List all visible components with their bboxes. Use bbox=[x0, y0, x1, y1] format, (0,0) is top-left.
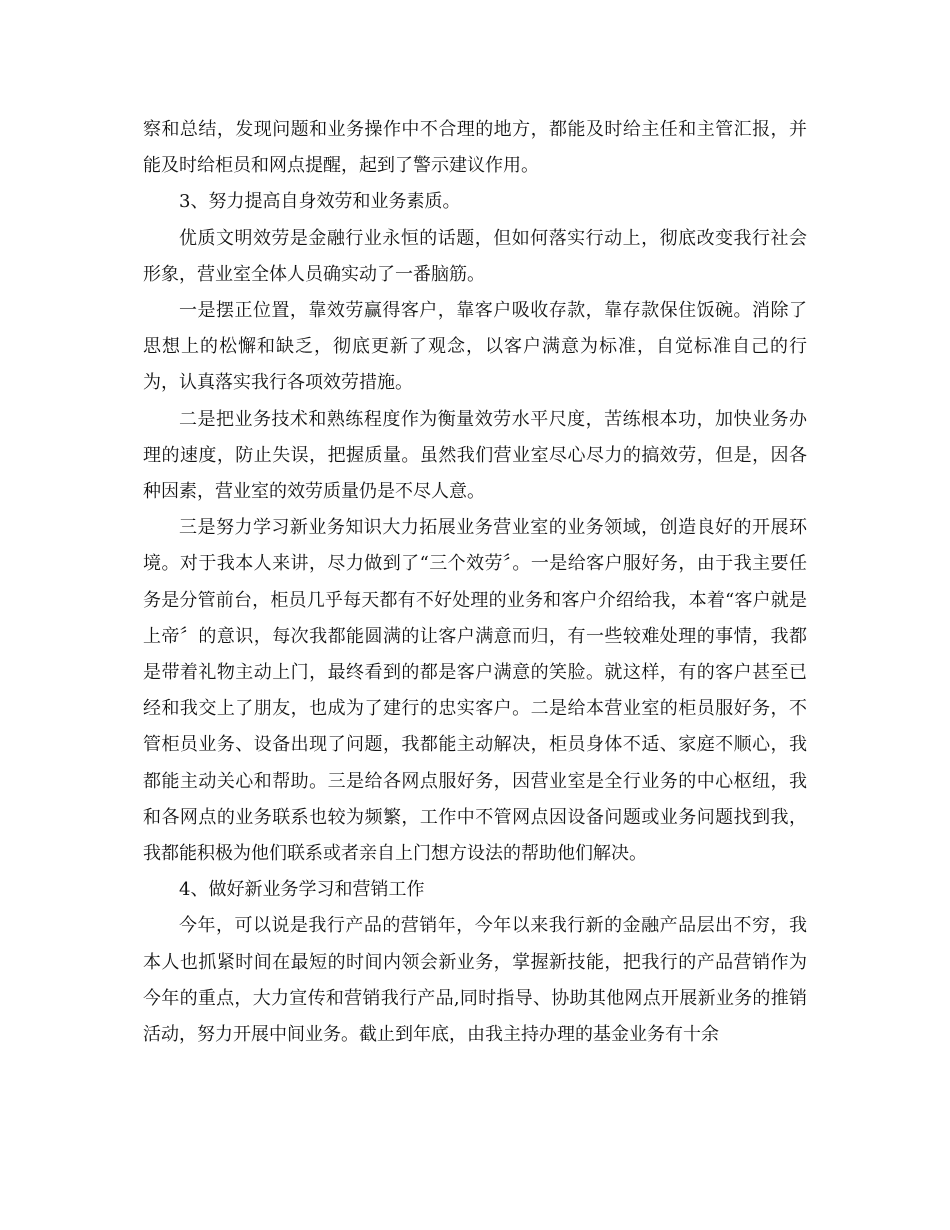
paragraph-point-three: 三是努力学习新业务知识大力拓展业务营业室的业务领域，创造良好的开展环境。对于我本人来讲，尽力做到了“三个效劳〞。一是给客户服好务，由于我主要任务是分管前台，柜员几乎每天都有不好处理的业务和客户介绍给我，本着“客户就是上帝〞的意识，每次我都能圆满的让客户满意而归，有一些较难处理的事情，我都是带着礼物主动上门，最终看到的都是客户满意的笑脸。就这样，有的客户甚至已经和我交上了朋友，也成为了建行的忠实客户。二是给本营业室的柜员服好务，不管柜员业务、设备出现了问题，我都能主动解决，柜员身体不适、家庭不顺心，我都能主动关心和帮助。三是给各网点服好务，因营业室是全行业务的中心枢纽，我和各网点的业务联系也较为频繁，工作中不管网点因设备问题或业务问题找到我，我都能积极为他们联系或者亲自上门想方设法的帮助他们解决。 bbox=[143, 517, 807, 865]
paragraph-service-intro: 优质文明效劳是金融行业永恒的话题，但如何落实行动上，彻底改变我行社会形象，营业室全体人员确实动了一番脑筋。 bbox=[143, 227, 807, 285]
document-page bbox=[143, 112, 807, 1053]
paragraph-continuation: 察和总结，发现问题和业务操作中不合理的地方，都能及时给主任和主管汇报，并能及时给柜员和网点提醒，起到了警示建议作用。 bbox=[143, 119, 807, 177]
paragraph-marketing: 今年，可以说是我行产品的营销年，今年以来我行新的金融产品层出不穷，我本人也抓紧时间在最短的时间内领会新业务，掌握新技能，把我行的产品营销作为今年的重点，大力宣传和营销我行产品,同时指导、协助其他网点开展新业务的推销活动，努力开展中间业务。截止到年底，由我主持办理的基金业务有十余 bbox=[143, 915, 807, 1046]
paragraph-point-one: 一是摆正位置，靠效劳赢得客户，靠客户吸收存款，靠存款保住饭碗。消除了思想上的松懈和缺乏，彻底更新了观念，以客户满意为标准，自觉标准自己的行为，认真落实我行各项效劳措施。 bbox=[143, 300, 807, 394]
paragraph-point-two: 二是把业务技术和熟练程度作为衡量效劳水平尺度，苦练根本功，加快业务办理的速度，防止失误，把握质量。虽然我们营业室尽心尽力的搞效劳，但是，因各种因素，营业室的效劳质量仍是不尽人意。 bbox=[143, 408, 807, 503]
section-heading-3: 3、努力提高自身效劳和业务素质。 bbox=[179, 191, 461, 213]
section-heading-4: 4、做好新业务学习和营销工作 bbox=[179, 879, 425, 901]
